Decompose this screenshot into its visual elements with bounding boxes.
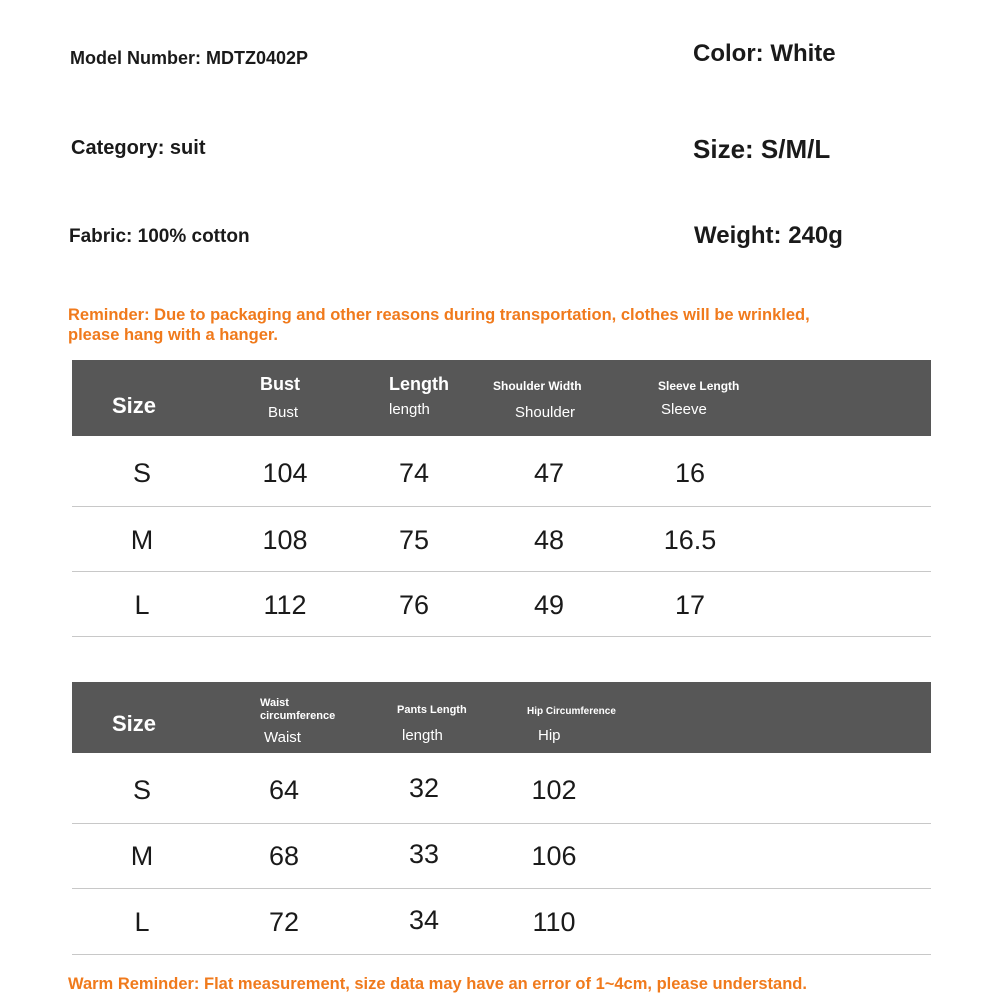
- shoulder-width-header: Shoulder Width: [493, 379, 582, 393]
- waist-cell: 64: [268, 775, 300, 805]
- waist-circumference-header-line-1: Waist: [260, 697, 289, 709]
- waist-circumference-header-line-2: circumference: [260, 710, 336, 722]
- table-row: [72, 571, 931, 637]
- shoulder-cell: 48: [533, 525, 565, 555]
- table-row: [72, 506, 931, 572]
- length-cell: 75: [398, 525, 430, 555]
- size-value: S/M/L: [760, 134, 831, 164]
- size-cell: M: [130, 841, 154, 871]
- fabric-spec: [69, 226, 250, 248]
- waist-cell: 68: [268, 841, 300, 871]
- hip-circumference-header: Hip Circumference: [527, 706, 616, 717]
- color-label: Color:: [693, 40, 764, 67]
- table-row: [72, 888, 931, 955]
- shoulder-subheader: Shoulder: [515, 404, 576, 421]
- model-number-value: MDTZ0402P: [206, 48, 309, 68]
- pants-length-subheader: length: [402, 727, 443, 744]
- category-label: Category:: [71, 137, 165, 159]
- length-subheader: length: [389, 401, 430, 418]
- category-value: suit: [169, 137, 206, 159]
- top-size-table: [72, 360, 931, 640]
- table-row: [72, 436, 931, 507]
- bust-cell: 112: [263, 590, 307, 620]
- hip-subheader: Hip: [538, 727, 561, 744]
- size-cell: S: [132, 775, 152, 805]
- size-cell: L: [134, 590, 150, 620]
- packaging-reminder: [68, 305, 938, 345]
- size-column-header: Size: [112, 711, 157, 736]
- length-header: Length: [389, 374, 449, 394]
- color-value: White: [770, 40, 836, 67]
- model-number-spec: [70, 48, 308, 69]
- bust-subheader: Bust: [268, 404, 299, 421]
- length-cell: 74: [398, 458, 430, 488]
- pants-length-header: Pants Length: [397, 704, 467, 716]
- waist-cell: 72: [268, 907, 300, 937]
- model-number-label: Model Number:: [70, 48, 202, 68]
- sleeve-length-header: Sleeve Length: [658, 379, 740, 393]
- shoulder-cell: 49: [533, 590, 565, 620]
- size-spec: [693, 134, 830, 165]
- bottom-size-table: [72, 682, 931, 958]
- pants-length-cell: 33: [408, 839, 440, 869]
- hip-cell: 106: [531, 841, 577, 871]
- size-cell: L: [134, 907, 150, 937]
- warm-reminder: Warm Reminder: Flat measurement, size data may have an error of 1~4cm, please understand.: [68, 975, 807, 993]
- hip-cell: 110: [532, 907, 576, 937]
- table-row: [72, 823, 931, 889]
- pants-length-cell: 32: [408, 773, 440, 803]
- size-cell: M: [130, 525, 154, 555]
- table-row: [72, 753, 931, 824]
- bust-header: Bust: [260, 374, 300, 394]
- sleeve-cell: 17: [674, 590, 706, 620]
- bottom-table-header: [72, 682, 931, 753]
- weight-value: 240g: [788, 222, 843, 249]
- hip-cell: 102: [531, 775, 577, 805]
- weight-spec: [694, 222, 843, 250]
- reminder-line-1: Reminder: Due to packaging and other reasons during transportation, clothes will be wrinkled,: [68, 306, 810, 324]
- category-spec: [71, 137, 205, 160]
- waist-subheader: Waist: [264, 729, 301, 746]
- color-spec: [693, 40, 836, 68]
- top-table-header: [72, 360, 931, 436]
- weight-label: Weight:: [694, 222, 782, 249]
- bust-cell: 108: [262, 525, 308, 555]
- reminder-line-2: please hang with a hanger.: [68, 326, 278, 344]
- size-label: Size:: [693, 134, 754, 164]
- fabric-label: Fabric:: [69, 226, 133, 247]
- size-column-header: Size: [112, 393, 157, 418]
- pants-length-cell: 34: [408, 905, 440, 935]
- bust-cell: 104: [262, 458, 308, 488]
- fabric-value: 100% cotton: [137, 226, 250, 247]
- sleeve-subheader: Sleeve: [661, 401, 707, 418]
- length-cell: 76: [398, 590, 430, 620]
- sleeve-cell: 16: [674, 458, 706, 488]
- size-cell: S: [132, 458, 152, 488]
- shoulder-cell: 47: [533, 458, 565, 488]
- sleeve-cell: 16.5: [663, 525, 717, 555]
